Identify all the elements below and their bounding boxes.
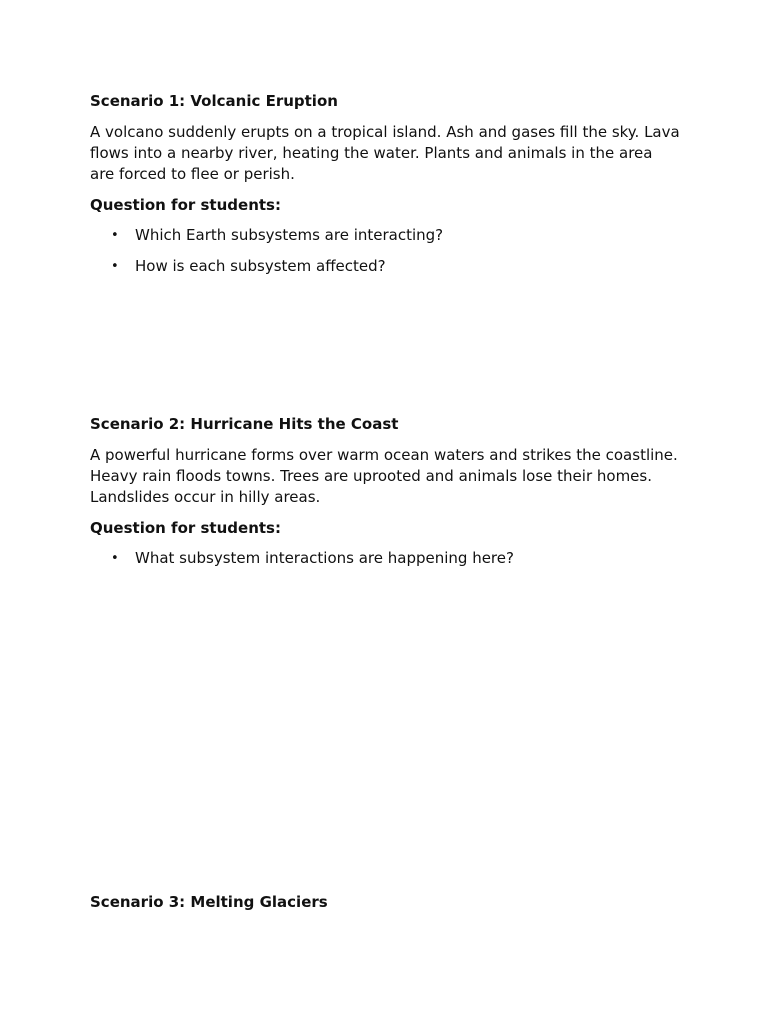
question-item: [90, 225, 680, 246]
bullet-icon: •: [111, 259, 119, 274]
question-text: Which Earth subsystems are interacting?: [135, 226, 444, 244]
bullet-icon: •: [111, 228, 119, 243]
question-text: What subsystem interactions are happening here?: [135, 549, 514, 567]
scenario-heading: Scenario 1: Volcanic Eruption: [90, 92, 338, 110]
question-label: Question for students:: [90, 196, 281, 214]
scenario-1: [90, 91, 680, 287]
scenario-description: A volcano suddenly erupts on a tropical island. Ash and gases fill the sky. Lava flows into a nearby river, heating the water. Plants and animals in the area are forced to flee or perish.: [90, 123, 680, 183]
scenario-heading: Scenario 3: Melting Glaciers: [90, 893, 328, 911]
question-list: [90, 548, 680, 569]
question-text: How is each subsystem affected?: [135, 257, 386, 275]
scenario-description: A powerful hurricane forms over warm ocean waters and strikes the coastline. Heavy rain floods towns. Trees are uprooted and animals lose their homes. Landslides occur in hilly areas.: [90, 446, 678, 506]
scenario-3: [90, 892, 680, 912]
question-label: Question for students:: [90, 519, 281, 537]
scenario-heading: Scenario 2: Hurricane Hits the Coast: [90, 415, 399, 433]
question-item: [90, 256, 680, 277]
question-list: [90, 225, 680, 277]
scenario-2: [90, 414, 680, 579]
question-item: [90, 548, 680, 569]
bullet-icon: •: [111, 551, 119, 566]
